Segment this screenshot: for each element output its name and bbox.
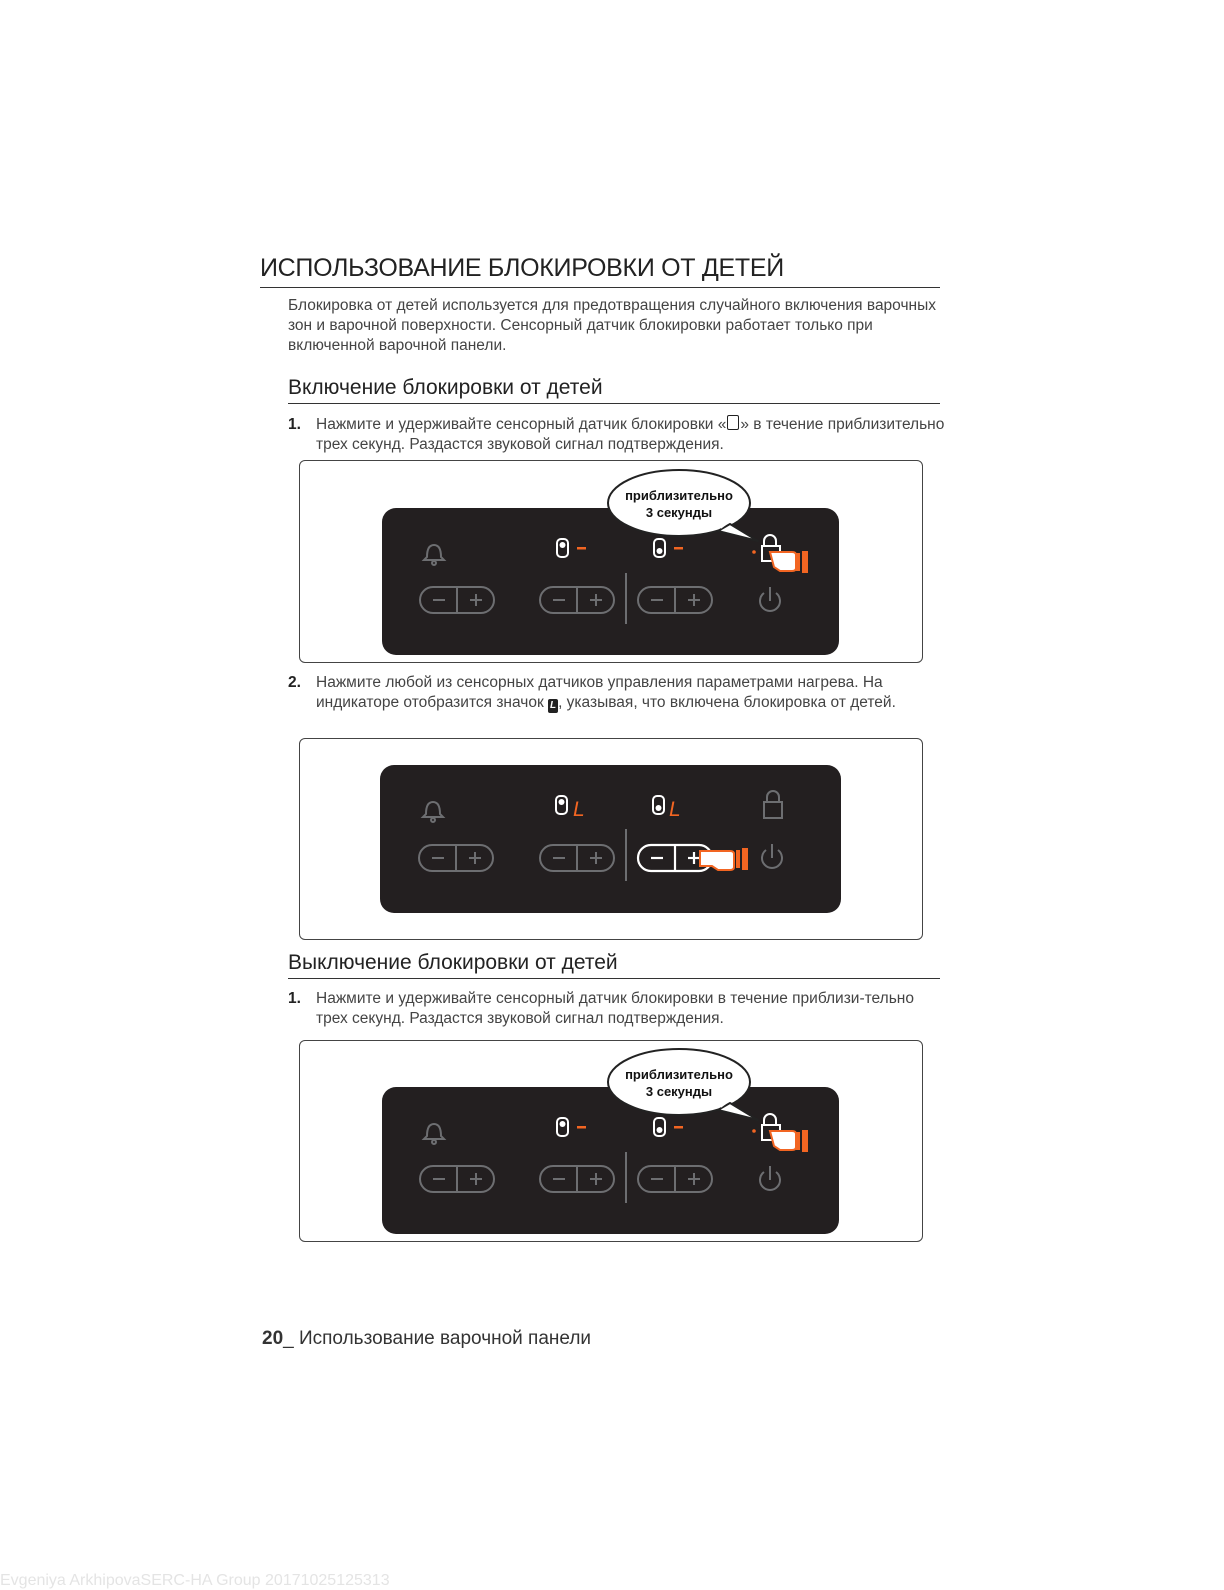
lock-led bbox=[752, 1129, 756, 1133]
figure-disable-lock bbox=[299, 1040, 923, 1242]
control-panel bbox=[380, 765, 841, 913]
lock-icon bbox=[727, 415, 739, 430]
display-dash-right bbox=[674, 547, 683, 550]
step-text: Нажмите любой из сенсорных датчиков управления параметрами нагрева. На индикаторе отобразится значок L , указывая, что включена блокировка от детей. bbox=[316, 674, 896, 711]
step-enable-1 bbox=[288, 415, 948, 455]
step-number: 1. bbox=[288, 990, 301, 1007]
lock-led bbox=[752, 550, 756, 554]
lock-indicator-icon: L bbox=[550, 700, 557, 711]
control-panel bbox=[382, 508, 839, 655]
step-text: Нажмите и удерживайте сенсорный датчик блокировки в течение приблизи-тельно трех секунд. Раздастся звуковой сигнал подтверждения. bbox=[316, 990, 914, 1027]
bubble-text: приблизительно 3 секунды bbox=[625, 1067, 733, 1099]
display-lock-letter-right: L bbox=[669, 798, 681, 821]
section-heading-enable: Включение блокировки от детей bbox=[288, 376, 940, 404]
cooktop-panel-diagram bbox=[300, 739, 922, 939]
display-lock-letter-left: L bbox=[573, 798, 585, 821]
section-heading-disable: Выключение блокировки от детей bbox=[288, 951, 940, 979]
page-title: ИСПОЛЬЗОВАНИЕ БЛОКИРОВКИ ОТ ДЕТЕЙ bbox=[260, 254, 940, 288]
figure-enable-lock bbox=[299, 460, 923, 663]
display-dash-left bbox=[577, 547, 586, 550]
step-number: 2. bbox=[288, 674, 301, 691]
figure-lock-active bbox=[299, 738, 923, 940]
watermark: Evgeniya ArkhipovaSERC-HA Group 20171025125313 bbox=[0, 1572, 390, 1589]
step-enable-2 bbox=[288, 673, 948, 713]
step-number: 1. bbox=[288, 416, 301, 433]
display-dash-left bbox=[577, 1126, 586, 1129]
display-dash-right bbox=[674, 1126, 683, 1129]
intro-paragraph: Блокировка от детей используется для предотвращения случайного включения варочных зон и варочной поверхности. Сенсорный датчик блокировки работает только при включенной варочной панели. bbox=[288, 297, 936, 354]
footer-text: _ Использование варочной панели bbox=[283, 1328, 592, 1349]
step-text: Нажмите и удерживайте сенсорный датчик блокировки « » в течение приблизительно трех секунд. Раздастся звуковой сигнал подтверждения. bbox=[316, 416, 945, 453]
step-disable-1 bbox=[288, 989, 948, 1029]
page-number: 20 bbox=[262, 1328, 284, 1349]
bubble-text: приблизительно 3 секунды bbox=[625, 488, 733, 520]
page-footer bbox=[262, 1328, 591, 1350]
control-panel bbox=[382, 1087, 839, 1234]
